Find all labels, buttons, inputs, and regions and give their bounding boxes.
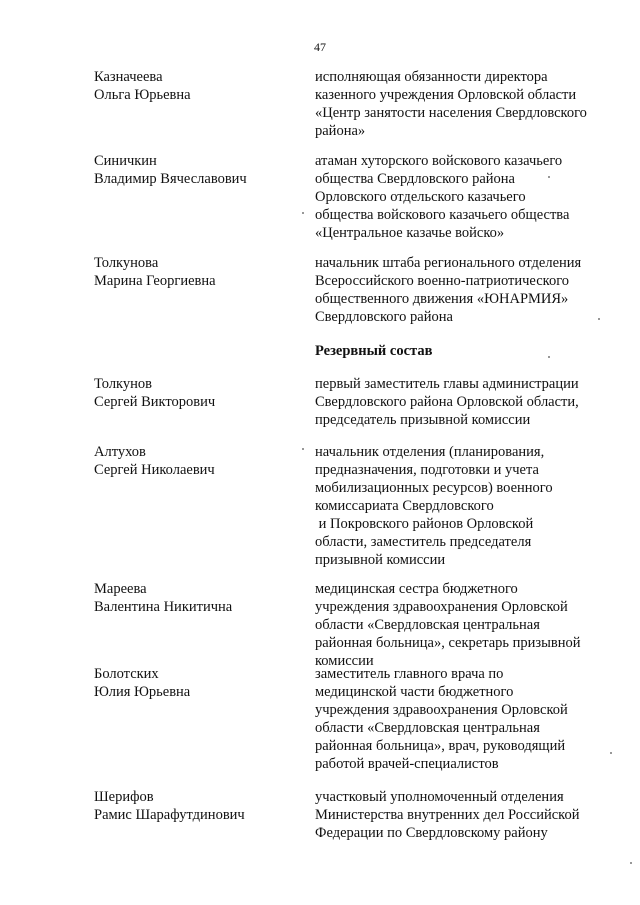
surname: Казначеева — [94, 69, 163, 85]
role-line: комиссариата Свердловского — [315, 498, 494, 514]
scan-speck — [302, 448, 304, 450]
role-line: «Центр занятости населения Свердловского — [315, 105, 587, 121]
role-line: Свердловского района — [315, 309, 453, 325]
person-name — [94, 152, 294, 188]
given-names: Владимир Вячеславович — [94, 171, 247, 187]
role-line: «Центральное казачье войско» — [315, 225, 505, 241]
given-names: Ольга Юрьевна — [94, 87, 191, 103]
person-name — [94, 788, 294, 824]
role-line: работой врачей-специалистов — [315, 756, 499, 772]
role-line: Федерации по Свердловскому району — [315, 825, 548, 841]
role-line: начальник отделения (планирования, — [315, 444, 545, 460]
scan-speck — [630, 862, 632, 864]
role-line: первый заместитель главы администрации — [315, 376, 579, 392]
role-line: и Покровского районов Орловской — [315, 516, 534, 532]
role-line: медицинская сестра бюджетного — [315, 581, 518, 597]
section-heading: Резервный состав — [315, 343, 433, 359]
role-line: атаман хуторского войскового казачьего — [315, 153, 563, 169]
person-name — [94, 443, 294, 479]
surname: Алтухов — [94, 444, 146, 460]
role-line: Министерства внутренних дел Российской — [315, 807, 580, 823]
scan-speck — [610, 752, 612, 754]
scan-speck — [598, 318, 600, 320]
scan-speck — [302, 212, 304, 214]
surname: Шерифов — [94, 789, 154, 805]
person-role — [315, 68, 625, 140]
role-line: заместитель главного врача по — [315, 666, 504, 682]
role-line: области «Свердловская центральная — [315, 720, 540, 736]
person-name — [94, 580, 294, 616]
person-role — [315, 443, 625, 569]
role-line: общественного движения «ЮНАРМИЯ» — [315, 291, 569, 307]
role-line: мобилизационных ресурсов) военного — [315, 480, 553, 496]
role-line: комиссии — [315, 653, 374, 669]
role-line: предназначения, подготовки и учета — [315, 462, 539, 478]
role-line: призывной комиссии — [315, 552, 446, 568]
role-line: медицинской части бюджетного — [315, 684, 514, 700]
given-names: Сергей Николаевич — [94, 462, 215, 478]
role-line: общества Свердловского района — [315, 171, 515, 187]
given-names: Юлия Юрьевна — [94, 684, 191, 700]
role-line: Всероссийского военно-патриотического — [315, 273, 570, 289]
person-role — [315, 254, 625, 326]
person-name — [94, 665, 294, 701]
surname: Мареева — [94, 581, 147, 597]
person-name — [94, 254, 294, 290]
person-name — [94, 375, 294, 411]
surname: Толкунов — [94, 376, 153, 392]
role-line: общества войскового казачьего общества — [315, 207, 570, 223]
person-role — [315, 788, 625, 842]
surname: Болотских — [94, 666, 159, 682]
person-name — [94, 68, 294, 104]
given-names: Рамис Шарафутдинович — [94, 807, 245, 823]
surname: Толкунова — [94, 255, 159, 271]
role-line: районная больница», врач, руководящий — [315, 738, 566, 754]
role-line: районная больница», секретарь призывной — [315, 635, 581, 651]
scan-speck — [548, 356, 550, 358]
role-line: исполняющая обязанности директора — [315, 69, 548, 85]
role-line: участковый уполномоченный отделения — [315, 789, 564, 805]
role-line: казенного учреждения Орловской области — [315, 87, 577, 103]
given-names: Марина Георгиевна — [94, 273, 216, 289]
role-line: учреждения здравоохранения Орловской — [315, 702, 568, 718]
role-line: председатель призывной комиссии — [315, 412, 531, 428]
person-role — [315, 152, 625, 242]
role-line: области «Свердловская центральная — [315, 617, 540, 633]
page-number: 47 — [314, 40, 326, 54]
surname: Синичкин — [94, 153, 157, 169]
role-line: начальник штаба регионального отделения — [315, 255, 582, 271]
person-role — [315, 375, 625, 429]
role-line: Свердловского района Орловской области, — [315, 394, 579, 410]
role-line: области, заместитель председателя — [315, 534, 532, 550]
person-role — [315, 665, 625, 773]
role-line: Орловского отдельского казачьего — [315, 189, 526, 205]
role-line: района» — [315, 123, 366, 139]
person-role — [315, 580, 625, 670]
given-names: Сергей Викторович — [94, 394, 216, 410]
given-names: Валентина Никитична — [94, 599, 233, 615]
role-line: учреждения здравоохранения Орловской — [315, 599, 568, 615]
scan-speck — [548, 176, 550, 178]
